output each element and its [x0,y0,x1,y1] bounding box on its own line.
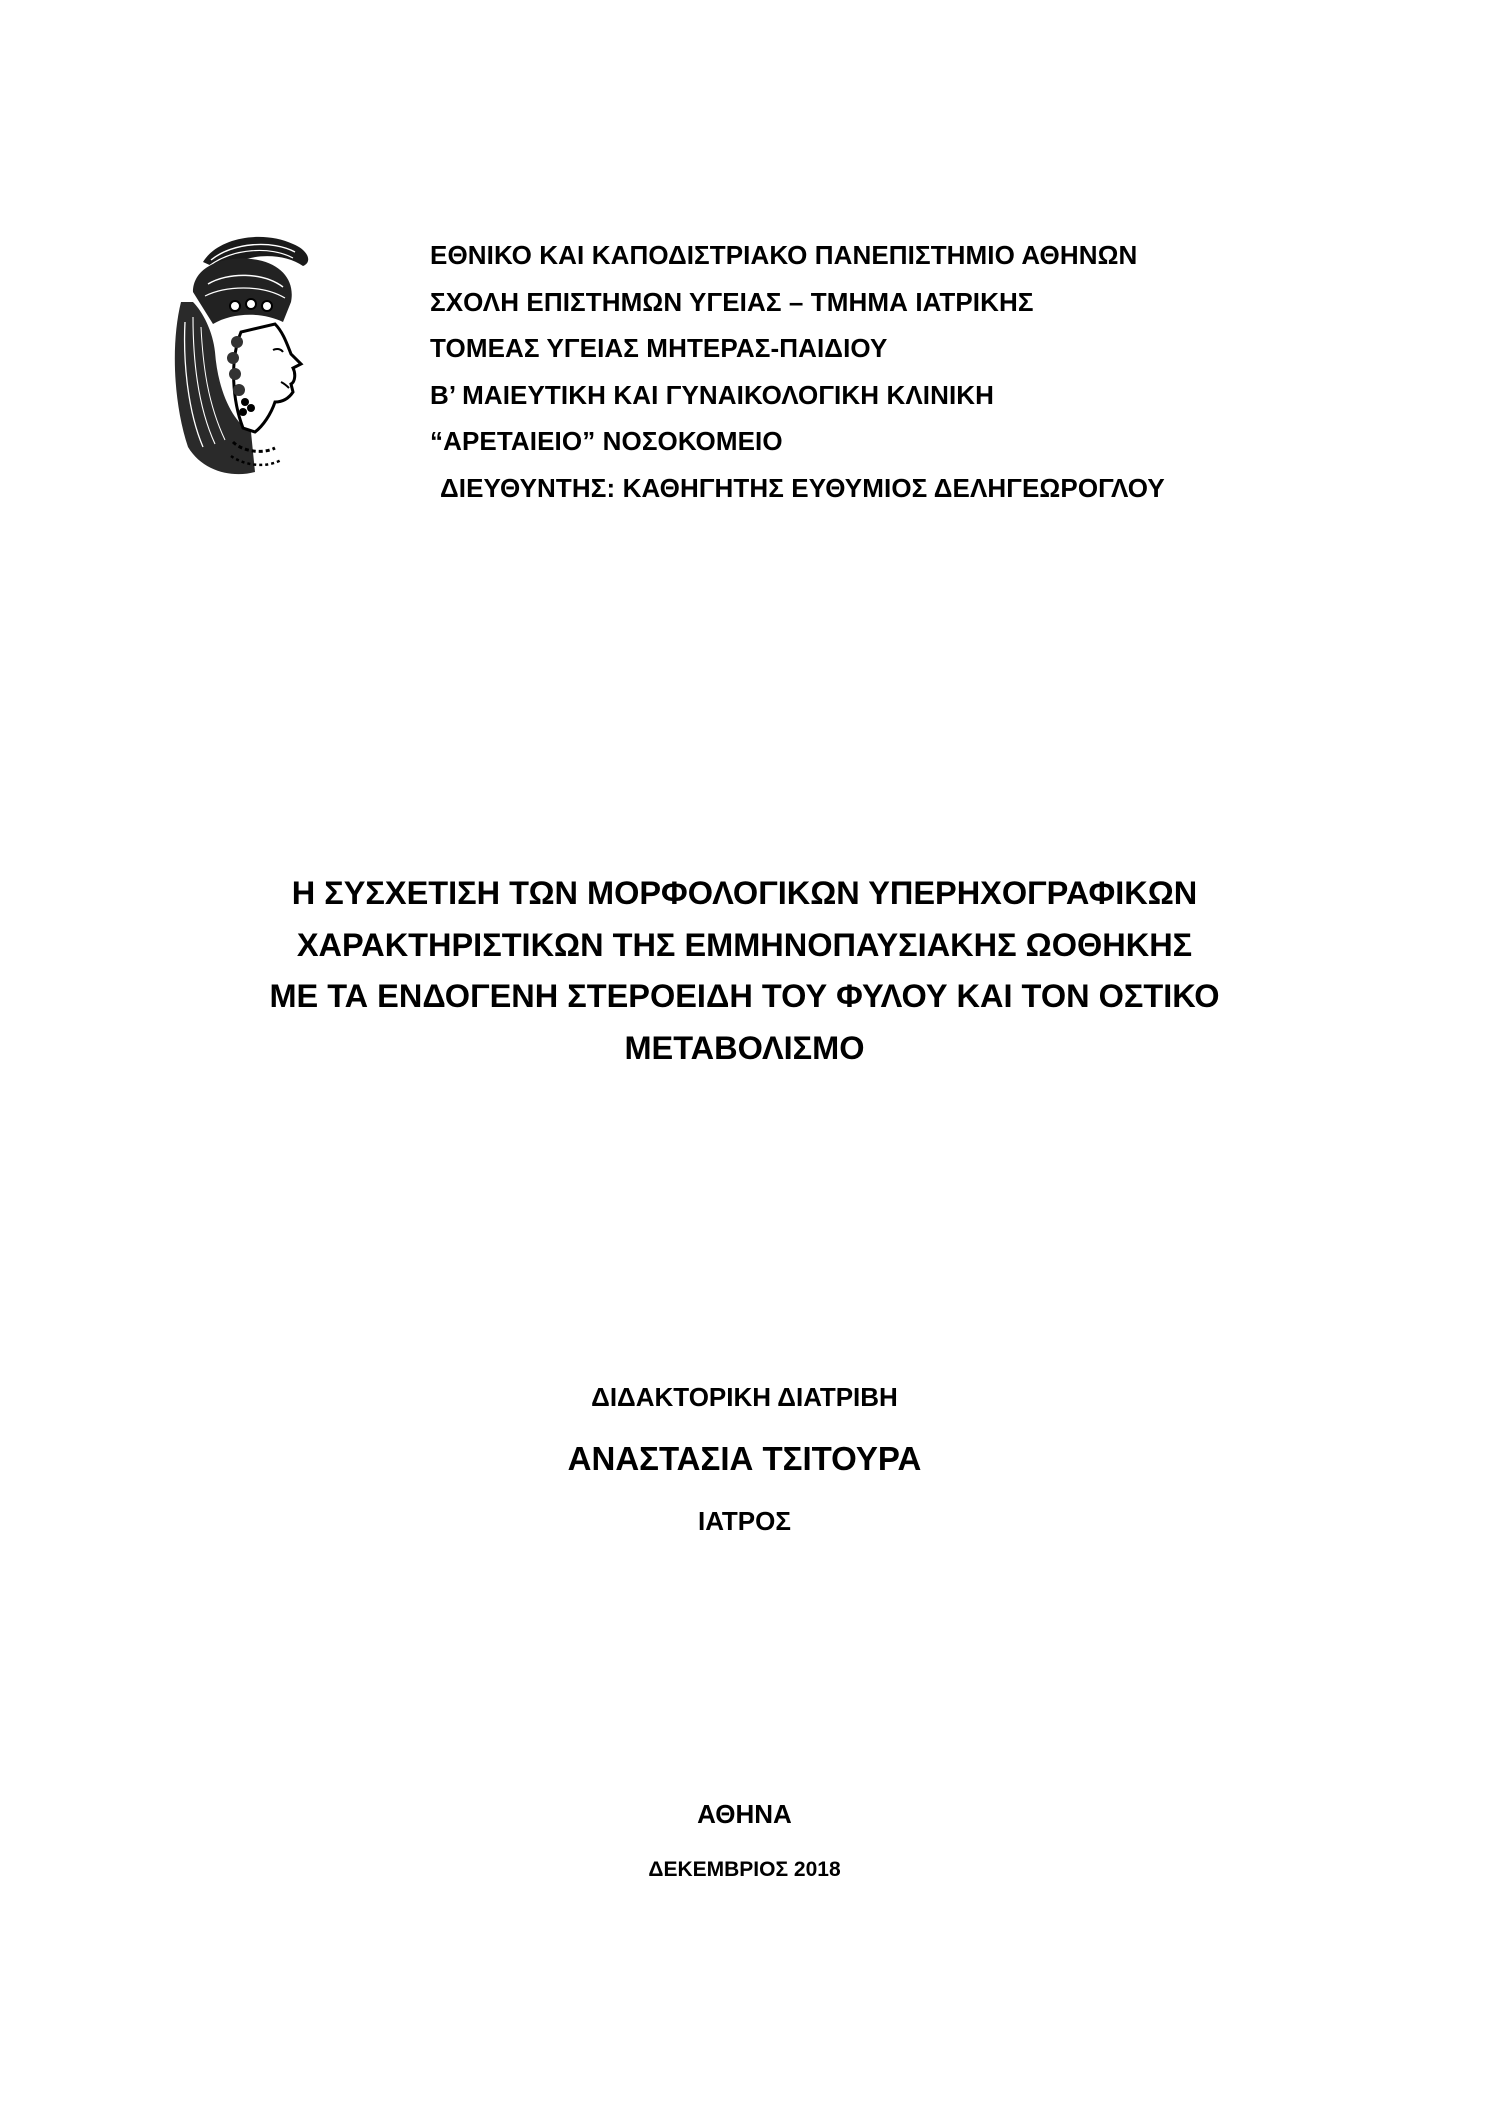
author-profession: ΙΑΤΡΟΣ [698,1506,791,1536]
institution-header [430,242,1165,521]
athena-head-icon [163,232,328,480]
director-name: ΔΙΕΥΘΥΝΤΗΣ: ΚΑΘΗΓΗΤΗΣ ΕΥΘΥΜΙΟΣ ΔΕΛΗΓΕΩΡΟΓΛΟΥ [440,472,1165,503]
title-line: Η ΣΥΣΧΕΤΙΣΗ ΤΩΝ ΜΟΡΦΟΛΟΓΙΚΩΝ ΥΠΕΡΗΧΟΓΡΑΦΙΚΩΝ [291,875,1198,911]
title-line: ΧΑΡΑΚΤΗΡΙΣΤΙΚΩΝ ΤΗΣ ΕΜΜΗΝΟΠΑΥΣΙΑΚΗΣ ΩΟΘΗΚΗΣ [296,926,1193,963]
school-name: ΣΧΟΛΗ ΕΠΙΣΤΗΜΩΝ ΥΓΕΙΑΣ – ΤΜΗΜΑ ΙΑΤΡΙΚΗΣ [430,286,1034,317]
title-line: ΜΕ ΤΑ ΕΝΔΟΓΕΝΗ ΣΤΕΡΟΕΙΔΗ ΤΟΥ ΦΥΛΟΥ ΚΑΙ ΤΟΝ ΟΣΤΙΚΟ [269,978,1220,1014]
title-line: ΜΕΤΑΒΟΛΙΣΜΟ [624,1029,865,1066]
clinic-name: Β’ ΜΑΙΕΥΤΙΚΗ ΚΑΙ ΓΥΝΑΙΚΟΛΟΓΙΚΗ ΚΛΙΝΙΚΗ [430,379,995,410]
university-name: ΕΘΝΙΚΟ ΚΑΙ ΚΑΠΟΔΙΣΤΡΙΑΚΟ ΠΑΝΕΠΙΣΤΗΜΙΟ ΑΘΗΝΩΝ [430,240,1138,270]
city: ΑΘΗΝΑ [697,1799,792,1829]
hospital-name: “ΑΡΕΤΑΙΕΙΟ” ΝΟΣΟΚΟΜΕΙΟ [430,426,783,456]
thesis-title [0,877,1489,1083]
sector-name: ΤΟΜΕΑΣ ΥΓΕΙΑΣ ΜΗΤΕΡΑΣ-ΠΑΙΔΙΟΥ [430,333,888,363]
date: ΔΕΚΕΜΒΡΙΟΣ 2018 [648,1858,841,1881]
thesis-type: ΔΙΔΑΚΤΟΡΙΚΗ ΔΙΑΤΡΙΒΗ [591,1382,898,1412]
author-name: ΑΝΑΣΤΑΣΙΑ ΤΣΙΤΟΥΡΑ [567,1440,922,1477]
